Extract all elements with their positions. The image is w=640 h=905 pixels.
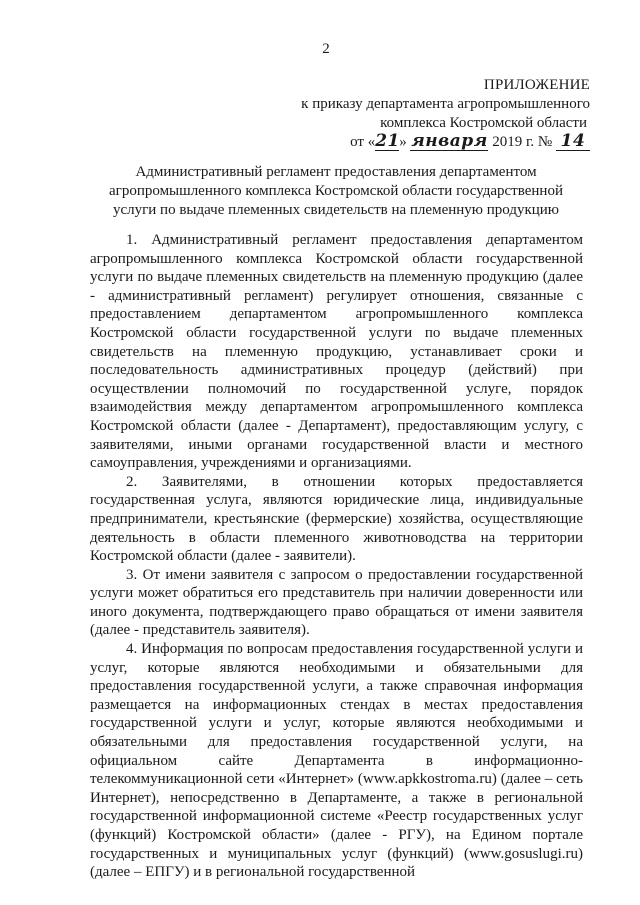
appendix-block <box>290 76 590 152</box>
paragraph-1: 1. Административный регламент предоставления департаментом агропромышленного комплекса Костромской области государственной услуги по выдаче племенных свидетельств на племенную продукцию (далее - административный регламент) регулирует отношения, связанные с предоставлением департаментом агропромышленного комплекса Костромской области государственной услуги по выдаче племенных свидетельств на племенную продукцию, устанавливает сроки и последовательность административных процедур (действий) при осуществлении полномочий по государственной услуге, порядок взаимодействия между департаментом агропромышленного комплекса Костромской области (далее - Департамент), предоставляющим услугу, с заявителями, иными органами государственной власти и местного самоуправления, учреждениями и организациями. <box>90 232 583 472</box>
paragraph-4: 4. Информация по вопросам предоставления государственной услуги и услуг, которые являются необходимыми и обязательными для предоставления государственной услуги, а также справочная информация размещается на информационных стендах в местах предоставления государственной услуги и услуг, которые являются необходимыми и обязательными для предоставления государственной услуги, на официальном сайте Департамента в информационно-телекоммуникационной сети «Интернет» (www.apkkostroma.ru) (далее – сеть Интернет), непосредственно в Департаменте, а также в региональной государственной информационной системе «Реестр государственных услуг (функций) Костромской области» (далее - РГУ), на Едином портале государственных и муниципальных услуг (функций) (www.gosuslugi.ru) (далее – ЕПГУ) и в региональной государственной <box>90 641 583 881</box>
date-day-underline <box>375 133 399 151</box>
appendix-department-line: комплекса Костромской области <box>380 115 587 131</box>
appendix-heading: ПРИЛОЖЕНИЕ <box>483 77 590 93</box>
date-prefix: от « <box>350 134 376 150</box>
handwritten-month: января <box>411 131 488 151</box>
page-number: 2 <box>322 41 330 57</box>
document-title: Административный регламент предоставления департаментом агропромышленного комплекса Костромской области государственной услуги по выдаче племенных свидетельств на племенную продукцию <box>109 164 563 218</box>
appendix-date-line <box>290 133 590 152</box>
handwritten-day: 21 <box>375 131 400 151</box>
paragraph-3: 3. От имени заявителя с запросом о предоставлении государственной услуги может обратиться его представитель при наличии доверенности или иного документа, подтверждающего право обращаться от имени заявителя (далее - представитель заявителя). <box>90 566 583 639</box>
date-mid: » <box>399 134 407 150</box>
document-body <box>90 231 583 882</box>
date-month-underline <box>410 133 488 151</box>
paragraph-2: 2. Заявителями, в отношении которых предоставляется государственная услуга, являются юридические лица, индивидуальные предприниматели, крестьянские (фермерские) хозяйства, осуществляющие деятельность в области племенного животноводства на территории Костромской области (далее - заявители). <box>90 473 583 565</box>
appendix-order-line: к приказу департамента агропромышленного <box>301 96 590 112</box>
date-year: 2019 г. № <box>492 134 553 150</box>
handwritten-order-number: 14 <box>560 131 586 151</box>
order-number-underline <box>556 133 590 151</box>
